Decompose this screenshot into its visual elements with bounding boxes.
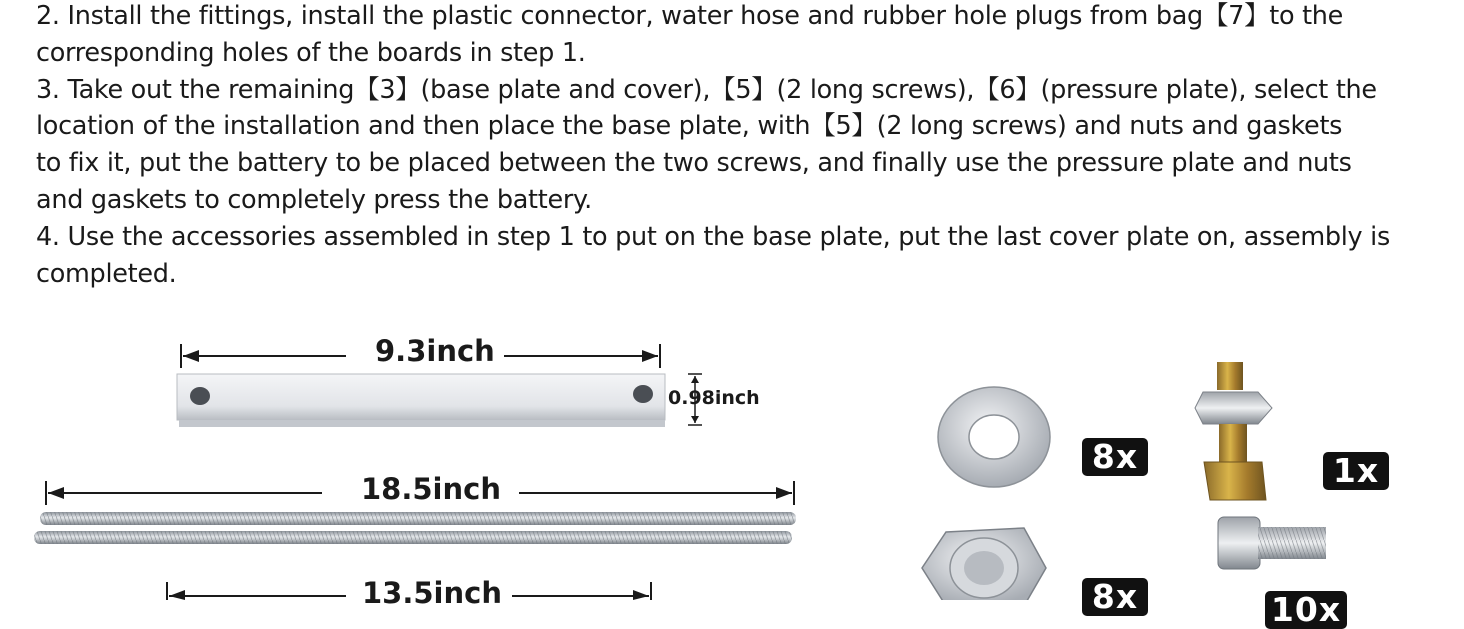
instruction-line: location of the installation and then place the base plate, with【5】(2 long screws) and nuts and gaskets	[36, 111, 1343, 142]
instruction-line: 3. Take out the remaining【3】(base plate and cover),【5】(2 long screws),【6】(pressure plate), select the	[36, 74, 1377, 105]
instruction-line: and gaskets to completely press the battery.	[36, 184, 592, 215]
screw-quantity-badge: 10x	[1265, 591, 1347, 629]
brass-bolt	[1195, 362, 1272, 500]
washer-quantity-badge: 8x	[1082, 438, 1148, 476]
long-threaded-rods	[34, 512, 796, 544]
instruction-line: corresponding holes of the boards in step 1.	[36, 37, 586, 68]
washer	[938, 387, 1050, 487]
rod-long-label: 18.5inch	[361, 472, 501, 506]
instruction-line: 4. Use the accessories assembled in step 1 to put on the base plate, put the last cover plate on, assembly is	[36, 221, 1390, 252]
plate-length-label: 9.3inch	[375, 334, 495, 368]
base-plate	[177, 374, 665, 427]
rod-short-label: 13.5inch	[362, 576, 502, 610]
instruction-line: to fix it, put the battery to be placed between the two screws, and finally use the pressure plate and nuts	[36, 148, 1352, 179]
nut-quantity-badge: 8x	[1082, 578, 1148, 616]
socket-screw	[1218, 517, 1326, 569]
instruction-line: completed.	[36, 258, 177, 289]
hex-nut	[922, 528, 1046, 600]
bolt-quantity-badge: 1x	[1323, 452, 1389, 490]
instruction-line: 2. Install the fittings, install the plastic connector, water hose and rubber hole plugs from bag【7】to the	[36, 1, 1344, 31]
plate-width-label: 0.98inch	[668, 387, 760, 409]
